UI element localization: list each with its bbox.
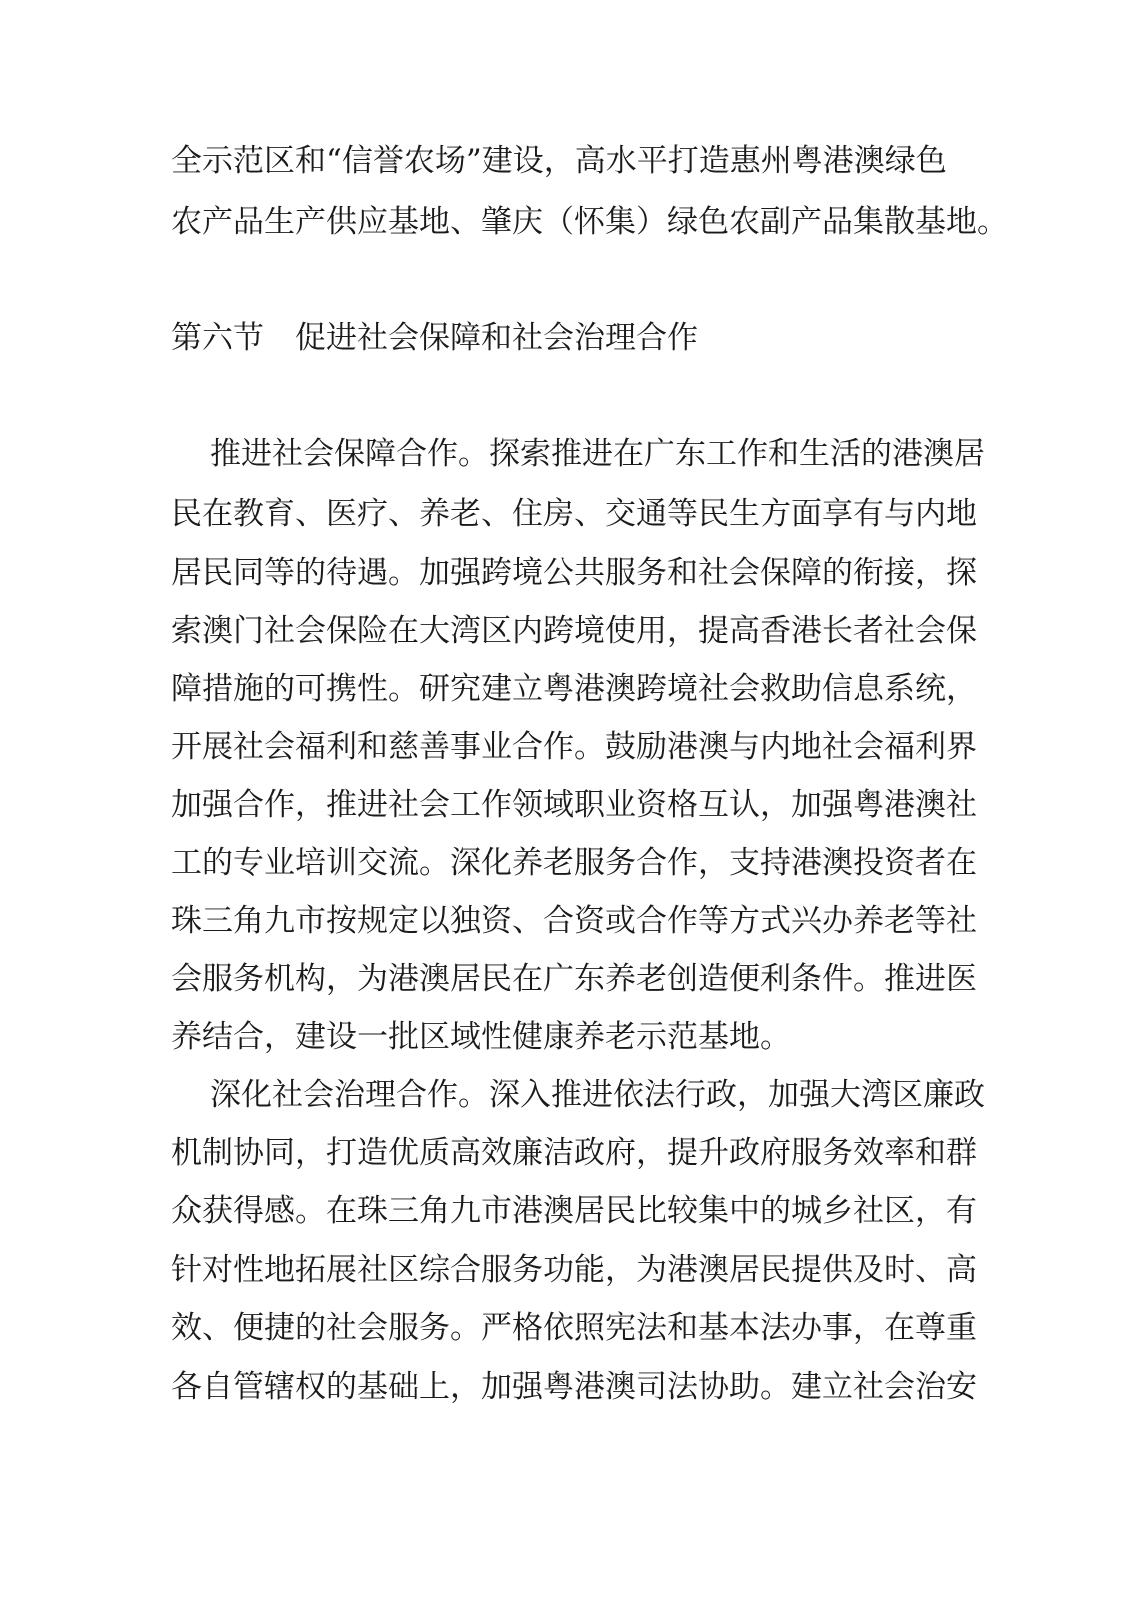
text-line: 各自管辖权的基础上，加强粤港澳司法协助。建立社会治安	[171, 1369, 977, 1405]
text-line: 居民同等的待遇。加强跨境公共服务和社会保障的衔接，探	[171, 555, 977, 591]
text-line: 养结合，建设一批区域性健康养老示范基地。	[171, 1019, 791, 1055]
section-heading: 第六节 促进社会保障和社会治理合作	[171, 320, 698, 356]
text-line: 众获得感。在珠三角九市港澳居民比较集中的城乡社区，有	[171, 1193, 977, 1229]
text-line: 针对性地拓展社区综合服务功能，为港澳居民提供及时、高	[171, 1252, 977, 1288]
text-line: 会服务机构，为港澳居民在广东养老创造便利条件。推进医	[171, 961, 977, 997]
text-line: 推进社会保障合作。探索推进在广东工作和生活的港澳居	[210, 436, 985, 472]
text-line: 工的专业培训交流。深化养老服务合作，支持港澳投资者在	[171, 845, 977, 881]
text-line: 农产品生产供应基地、肇庆（怀集）绿色农副产品集散基地。	[171, 204, 1008, 240]
text-line: 深化社会治理合作。深入推进依法行政，加强大湾区廉政	[210, 1077, 985, 1113]
text-line: 效、便捷的社会服务。严格依照宪法和基本法办事，在尊重	[171, 1310, 977, 1346]
text-line: 障措施的可携性。研究建立粤港澳跨境社会救助信息系统，	[171, 671, 977, 707]
text-line: 加强合作，推进社会工作领域职业资格互认，加强粤港澳社	[171, 787, 977, 823]
text-line: 民在教育、医疗、养老、住房、交通等民生方面享有与内地	[171, 496, 977, 532]
text-line: 索澳门社会保险在大湾区内跨境使用，提高香港长者社会保	[171, 613, 977, 649]
text-line: 机制协同，打造优质高效廉洁政府，提升政府服务效率和群	[171, 1135, 977, 1171]
text-line: 开展社会福利和慈善事业合作。鼓励港澳与内地社会福利界	[171, 729, 977, 765]
text-line: 全示范区和“信誉农场”建设，高水平打造惠州粤港澳绿色	[171, 143, 947, 179]
text-line: 珠三角九市按规定以独资、合资或合作等方式兴办养老等社	[171, 903, 977, 939]
